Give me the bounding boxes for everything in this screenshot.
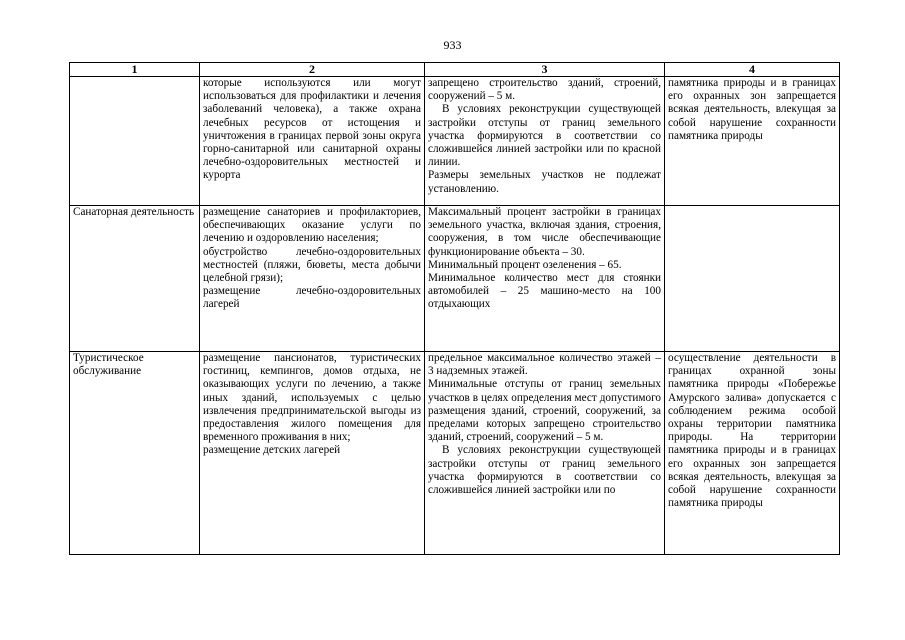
text-paragraph: Минимальное количество мест для стоянки автомобилей – 25 машино-место на 100 отдыхающих: [428, 272, 661, 311]
activity-name: Санаторная деятельность: [73, 206, 195, 218]
cell-activity-name: [70, 206, 200, 352]
text-paragraph: Минимальный процент озеленения – 65.: [428, 258, 622, 271]
text-paragraph: размещение лечебно-оздоровительных лагерей: [203, 285, 421, 311]
page-number: 933: [443, 38, 462, 52]
text-paragraph: обустройство лечебно-оздоровительных местностей (пляжи, бюветы, места добычи целебной грязи);: [203, 245, 421, 285]
table-header-row: [70, 63, 840, 77]
cell-restrictions: [665, 206, 840, 352]
cell-restrictions: [665, 77, 840, 206]
text-paragraph: которые используются или могут использоваться для профилактики и лечения заболеваний человека), а также охрана лечебных ресурсов от истощения и уничтожения в границах первой зоны округа горно-санитарной или санитарной охраны лечебно-оздоровительных местностей и курорта: [203, 77, 421, 182]
column-header-1: 1: [70, 63, 200, 77]
column-header-3: 3: [425, 63, 665, 77]
column-header-4: 4: [665, 63, 840, 77]
text-paragraph: запрещено строительство зданий, строений, сооружений – 5 м.: [428, 77, 661, 103]
cell-permitted-uses: [200, 77, 425, 206]
text-paragraph: размещение пансионатов, туристических гостиниц, кемпингов, домов отдыха, не оказывающих услуги по лечению, а также иных зданий, используемых с целью извлечения предпринимательской выгоды из предоставления жилого помещения для временного проживания в них;: [203, 352, 421, 444]
regulations-table: [69, 62, 840, 555]
text-paragraph: Максимальный процент застройки в границах земельного участка, включая здания, строения, сооружения, в том числе обеспечивающие функционирование объекта – 30.: [428, 206, 661, 258]
cell-parameters: [425, 352, 665, 555]
text-paragraph: В условиях реконструкции существующей застройки отступы от границ земельного участка формируются в соответствии со сложившейся линией застройки или по красной линии.: [428, 103, 661, 169]
table-row: [70, 352, 840, 555]
table-row: [70, 206, 840, 352]
cell-permitted-uses: [200, 206, 425, 352]
text-paragraph: памятника природы и в границах его охранных зон запрещается всякая деятельность, влекущая за собой нарушение сохранности памятника природы: [668, 77, 836, 142]
cell-permitted-uses: [200, 352, 425, 555]
cell-parameters: [425, 206, 665, 352]
cell-activity-name: [70, 352, 200, 555]
table-row: [70, 77, 840, 206]
cell-restrictions: [665, 352, 840, 555]
text-paragraph: Размеры земельных участков не подлежат установлению.: [428, 169, 661, 195]
text-paragraph: В условиях реконструкции существующей застройки отступы от границ земельного участка формируются в соответствии со сложившейся линией застройки или по: [428, 444, 661, 497]
text-paragraph: Минимальные отступы от границ земельных участков в целях определения мест допустимого размещения зданий, строений, сооружений, за пределами которых запрещено строительство зданий, строений, сооружений – 5 м.: [428, 378, 661, 444]
column-header-2: 2: [200, 63, 425, 77]
text-paragraph: предельное максимальное количество этажей – 3 надземных этажей.: [428, 352, 661, 378]
cell-parameters: [425, 77, 665, 206]
text-paragraph: размещение детских лагерей: [203, 444, 341, 457]
activity-name: Туристическое обслуживание: [73, 352, 144, 378]
cell-activity-name: [70, 77, 200, 206]
text-paragraph: размещение санаториев и профилакториев, обеспечивающих оказание услуги по лечению и оздоровлению населения;: [203, 206, 421, 245]
text-paragraph: осуществление деятельности в границах охранной зоны памятника природы «Побережье Амурского залива» допускается с соблюдением режима особой охраны территории памятника природы. На территории памятника природы и в границах его охранных зон запрещается всякая деятельность, влекущая за собой нарушение сохранности памятника природы: [668, 352, 836, 510]
